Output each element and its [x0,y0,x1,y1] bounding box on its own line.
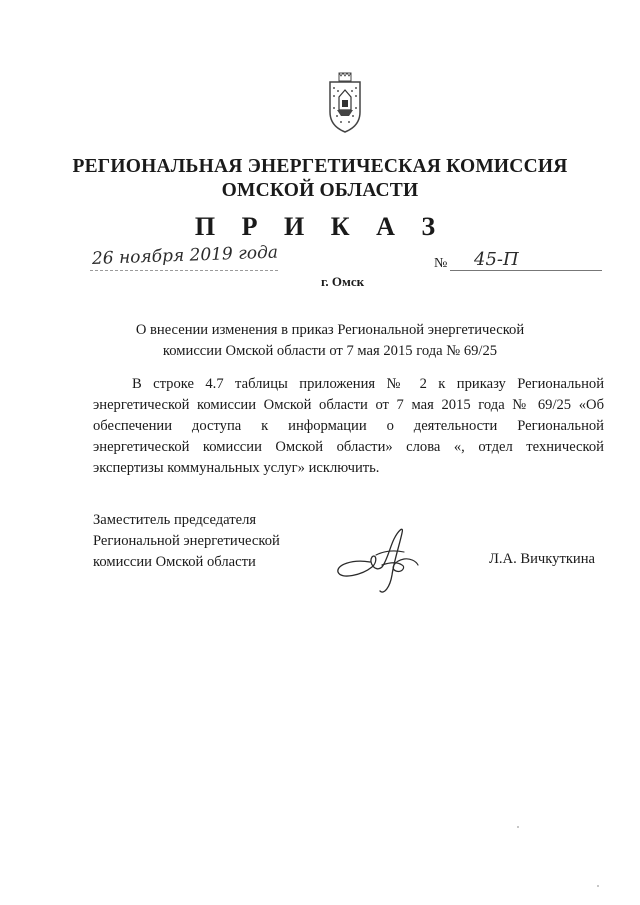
handwritten-signature [332,517,424,597]
scan-speck [597,885,599,887]
document-type-title: П Р И К А З [194,212,446,241]
position-line2: Региональной энергетической [93,533,280,549]
number-underline [450,270,602,271]
organization-name-line1: РЕГИОНАЛЬНАЯ ЭНЕРГЕТИЧЕСКАЯ КОМИССИЯ [72,156,568,177]
date-underline [90,270,278,271]
position-line1: Заместитель председателя [93,512,257,528]
number-label: № [434,256,448,271]
subject-line1: О внесении изменения в приказ Региональной энергетической [135,322,525,338]
signatory-name: Л.А. Вичкуткина [489,551,596,567]
organization-name-line2: ОМСКОЙ ОБЛАСТИ [221,180,419,201]
coat-of-arms-emblem [325,72,365,134]
signatory-position [93,510,313,573]
handwritten-date: 26 ноября 2019 года [91,242,279,269]
order-body-paragraph: В строке 4.7 таблицы приложения № 2 к приказу Региональной энергетической комиссии Омской области от 7 мая 2015 года № 69/25 «Об обеспечении доступа к информации о деятельности Региональной энергетической комиссии Омской области» слова «, отдел технической экспертизы коммунальных услуг» исключить. [93,376,604,476]
scan-speck [517,826,519,828]
handwritten-number: 45-П [474,249,519,270]
position-line3: комиссии Омской области [93,554,256,570]
order-subject [100,320,560,362]
subject-line2: комиссии Омской области от 7 мая 2015 года № 69/25 [162,343,498,359]
city-label: г. Омск [321,274,365,289]
